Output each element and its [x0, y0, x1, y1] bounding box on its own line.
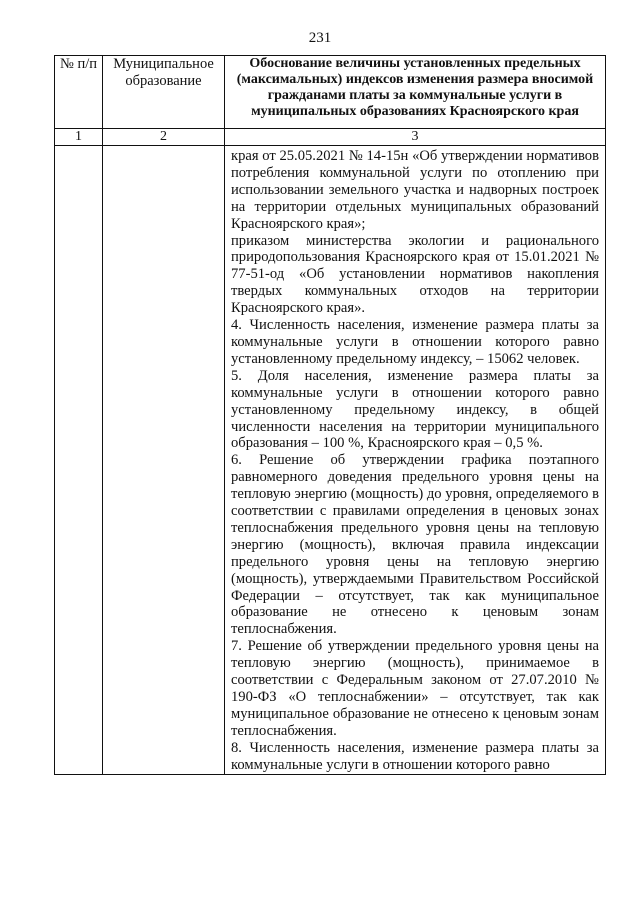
paragraph: приказом министерства экологии и рационального природопользования Красноярского края от 15.01.2021 № 77-51-од «Об установлении нормативов накопления твердых коммунальных отходов на территории Красноярского края».	[231, 232, 599, 317]
column-number: 3	[225, 129, 606, 146]
header-number: № п/п	[55, 56, 103, 129]
paragraph: 7. Решение об утверждении предельного уровня цены на тепловую энергию (мощность), принимаемое в соответствии с Федеральным законом от 27.07.2010 № 190-ФЗ «О теплоснабжении» – отсутствует, так как муниципальное образование не отнесено к ценовым зонам теплоснабжения.	[231, 638, 599, 739]
document-table	[54, 55, 606, 775]
paragraph: 6. Решение об утверждении графика поэтапного равномерного доведения предельного уровня цены на тепловую энергию (мощность) до уровня, определяемого в соответствии с правилами определения в ценовых зонах теплоснабжения предельного уровня цены на тепловую энергию (мощность), включая правила индексации предельного уровня цены на тепловую энергию (мощность), утверждаемыми Правительством Российской Федерации – отсутствует, так как муниципальное образование не отнесено к ценовым зонам теплоснабжения.	[231, 452, 599, 638]
page-number: 231	[308, 30, 332, 46]
number-cell	[55, 146, 103, 775]
justification-cell	[225, 146, 606, 775]
column-number: 2	[103, 129, 225, 146]
table-header-row	[55, 56, 606, 129]
municipality-cell	[103, 146, 225, 775]
paragraph: 4. Численность населения, изменение размера платы за коммунальные услуги в отношении которого равно установленному предельному индексу, – 15062 человек.	[231, 317, 599, 367]
column-number-row	[55, 129, 606, 146]
header-municipality: Муниципальное образование	[103, 56, 225, 129]
paragraph: 8. Численность населения, изменение размера платы за коммунальные услуги в отношении которого равно	[231, 739, 599, 773]
paragraph: края от 25.05.2021 № 14-15н «Об утверждении нормативов потребления коммунальной услуги по отоплению при использовании земельного участка и надворных построек на территории отдельных муниципальных образований Красноярского края»;	[231, 148, 599, 232]
column-number: 1	[55, 129, 103, 146]
header-justification: Обоснование величины установленных предельных (максимальных) индексов изменения размера вносимой гражданами платы за коммунальные услуги в муниципальных образованиях Красноярского края	[225, 56, 606, 129]
paragraph: 5. Доля населения, изменение размера платы за коммунальные услуги в отношении которого равно установленному предельному индексу, в общей численности населения на территории муниципального образования – 100 %, Красноярского края – 0,5 %.	[231, 367, 599, 452]
table-row	[55, 146, 606, 775]
